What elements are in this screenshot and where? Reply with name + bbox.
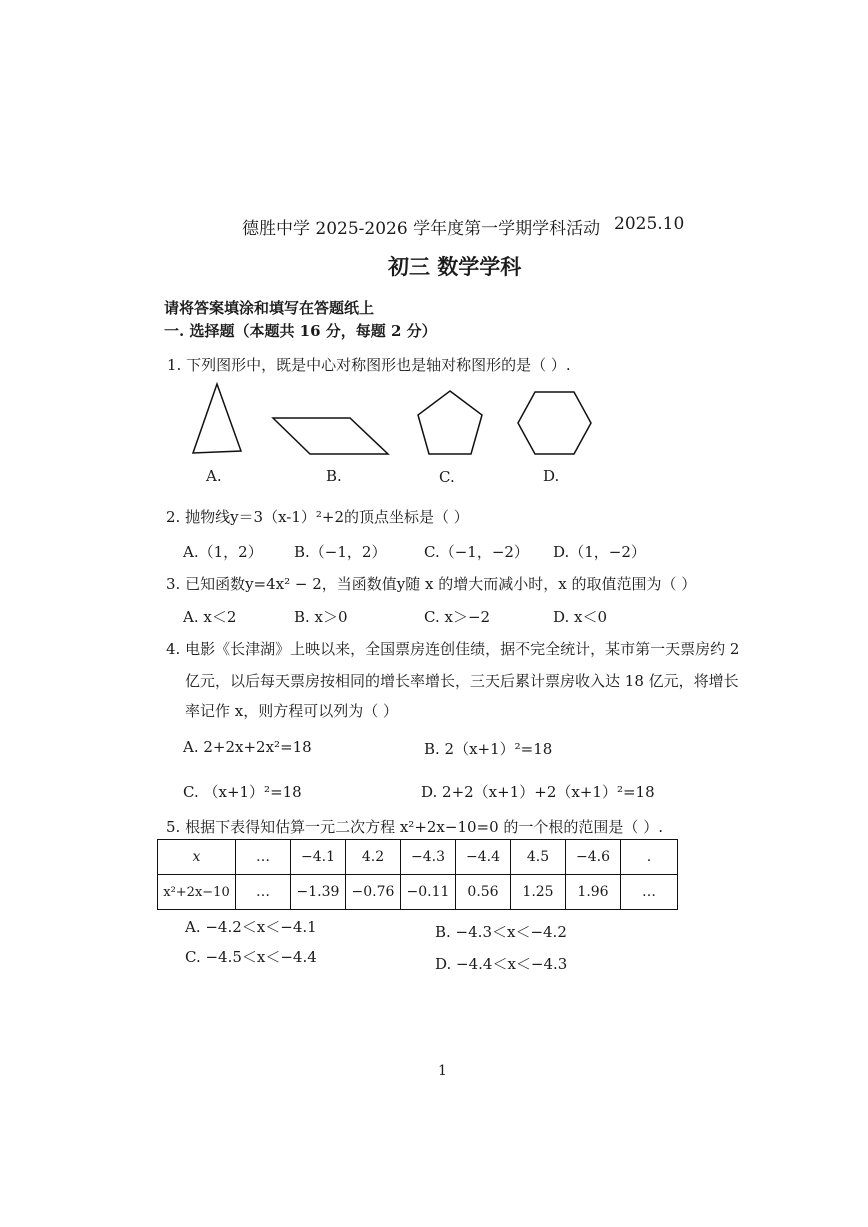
figure-label-c: C. [439, 468, 455, 486]
question-4-line-1: 4. 电影《长津湖》上映以来，全国票房连创佳绩，据不完全统计，某市第一天票房约 2 [166, 640, 740, 658]
table-row [158, 840, 678, 875]
table-cell: −4.4 [456, 840, 511, 875]
question-1-stem: 1. 下列图形中，既是中心对称图形也是轴对称图形的是（ ）. [167, 356, 571, 374]
question-3-option-d: D. x＜0 [553, 608, 608, 626]
section-heading: 一. 选择题（本题共 16 分，每题 2 分） [164, 322, 437, 340]
exam-subtitle: 初三 数学学科 [388, 254, 522, 279]
table-cell: −1.39 [291, 875, 346, 910]
question-5-option-d: D. −4.4＜x＜−4.3 [435, 955, 568, 973]
table-cell: −0.11 [401, 875, 456, 910]
question-3-stem: 3. 已知函数y=4x² − 2，当函数值y随 x 的增大而减小时，x 的取值范围为（ ） [166, 575, 697, 593]
exam-date: 2025.10 [614, 214, 685, 234]
parallelogram-shape [273, 418, 388, 454]
figure-label-d: D. [543, 467, 560, 485]
table-cell: 4.5 [511, 840, 566, 875]
table-cell: 1.25 [511, 875, 566, 910]
question-2-option-d: D.（1，−2） [553, 543, 646, 561]
question-5-option-b: B. −4.3＜x＜−4.2 [435, 923, 567, 941]
question-3-option-b: B. x＞0 [294, 608, 348, 626]
question-3-option-c: C. x＞−2 [424, 608, 491, 626]
question-3-option-a: A. x＜2 [183, 608, 237, 626]
table-cell: −4.6 [566, 840, 621, 875]
pentagon-shape [418, 391, 482, 454]
table-cell: … [621, 875, 678, 910]
question-4-line-3: 率记作 x，则方程可以列为（ ） [185, 702, 398, 720]
value-table [157, 839, 678, 910]
question-1-figures [185, 380, 605, 460]
table-cell: … [236, 840, 291, 875]
table-cell: … [236, 875, 291, 910]
question-4-option-c: C. （x+1）²=18 [183, 783, 302, 801]
triangle-shape [193, 384, 241, 453]
hexagon-shape [518, 392, 591, 454]
question-4-line-2: 亿元，以后每天票房按相同的增长率增长，三天后累计票房收入达 18 亿元，将增长 [185, 672, 739, 690]
table-row [158, 875, 678, 910]
page-number: 1 [438, 1063, 447, 1079]
table-cell: 0.56 [456, 875, 511, 910]
figure-label-b: B. [326, 467, 342, 485]
table-cell: −4.1 [291, 840, 346, 875]
question-5-option-c: C. −4.5＜x＜−4.4 [185, 948, 317, 966]
table-cell: x²+2x−10 [158, 875, 236, 910]
exam-title: 德胜中学 2025-2026 学年度第一学期学科活动 [242, 219, 601, 239]
question-4-option-b: B. 2（x+1）²=18 [424, 740, 553, 758]
instruction: 请将答案填涂和填写在答题纸上 [164, 299, 375, 317]
question-5-stem: 5. 根据下表得知估算一元二次方程 x²+2x−10=0 的一个根的范围是（ ）. [166, 818, 663, 836]
table-cell: . [621, 840, 678, 875]
question-2-stem: 2. 抛物线y＝3（x-1）²+2的顶点坐标是（ ） [166, 508, 469, 526]
table-cell: x [158, 840, 236, 875]
table-cell: −4.3 [401, 840, 456, 875]
table-cell: 1.96 [566, 875, 621, 910]
table-cell: 4.2 [346, 840, 401, 875]
question-5-option-a: A. −4.2＜x＜−4.1 [185, 918, 317, 936]
question-4-option-d: D. 2+2（x+1）+2（x+1）²=18 [421, 783, 655, 801]
figure-label-a: A. [206, 467, 222, 485]
question-2-option-a: A.（1，2） [183, 543, 263, 561]
question-4-option-a: A. 2+2x+2x²=18 [183, 738, 312, 756]
question-2-option-b: B.（−1，2） [294, 543, 387, 561]
question-2-option-c: C.（−1，−2） [424, 543, 529, 561]
table-cell: −0.76 [346, 875, 401, 910]
